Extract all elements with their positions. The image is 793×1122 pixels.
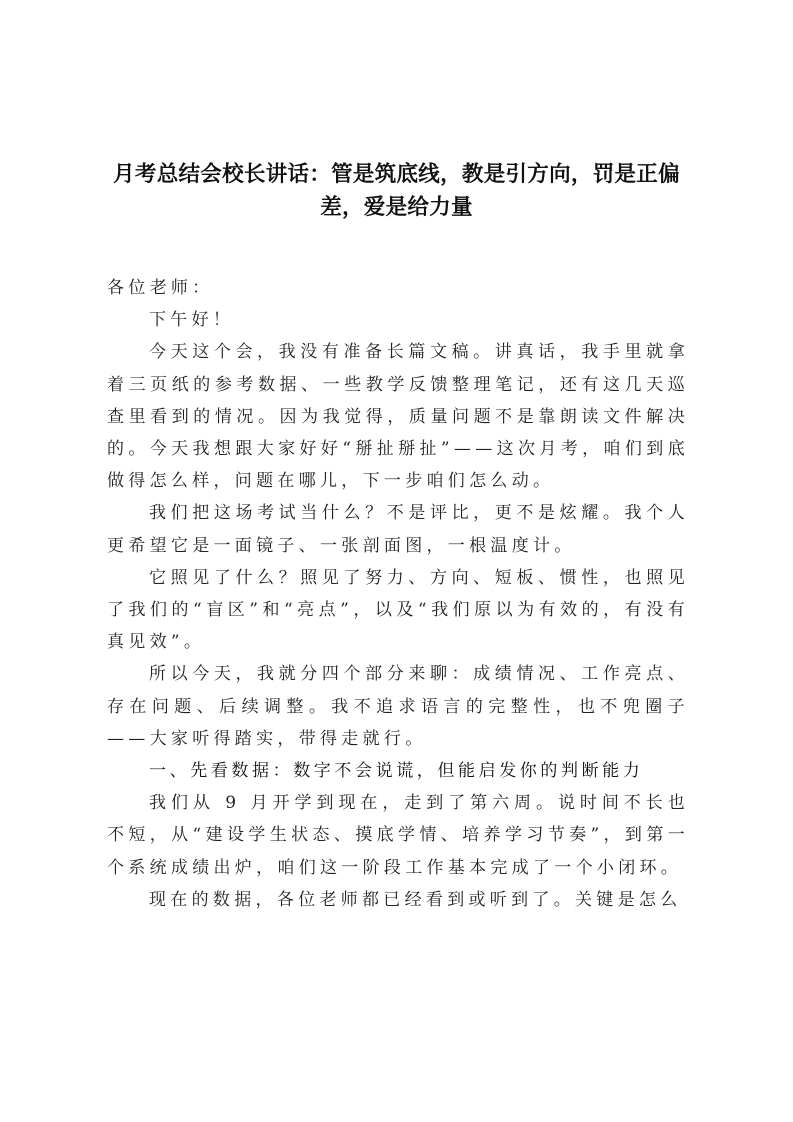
section-heading-1: 一、先看数据：数字不会说谎，但能启发你的判断能力 (149, 761, 644, 782)
paragraph-timeline: 我们从 9 月开学到现在，走到了第六周。说时间不长也不短，从“建设学生状态、摸底学情、培养学习节奏”，到第一个系统成绩出炉，咱们这一阶段工作基本完成了一个小闭环。 (107, 793, 689, 878)
salutation: 各位老师： (107, 278, 214, 298)
paragraph-reflection: 它照见了什么？照见了努力、方向、短板、惯性，也照见了我们的“盲区”和“亮点”，以及“我们原以为有效的，有没有真见效”。 (107, 567, 689, 653)
paragraph-data-intro: 现在的数据，各位老师都已经看到或听到了。关键是怎么 (149, 889, 682, 910)
paragraph-outline: 所以今天，我就分四个部分来聊：成绩情况、工作亮点、存在问题、后续调整。我不追求语言的完整性，也不兜圈子——大家听得踏实，带得走就行。 (107, 664, 689, 749)
document-title: 月考总结会校长讲话：管是筑底线，教是引方向，罚是正偏差，爱是给力量 (113, 162, 680, 220)
paragraph-greeting: 下午好！ (149, 310, 235, 331)
paragraph-intro: 今天这个会，我没有准备长篇文稿。讲真话，我手里就拿着三页纸的参考数据、一些教学反馈整理笔记，还有这几天巡查里看到的情况。因为我觉得，质量问题不是靠朗读文件解决的。今天我想跟大家好好“掰扯掰扯”——这次月考，咱们到底做得怎么样，问题在哪儿，下一步咱们怎么动。 (107, 342, 689, 492)
document-body (107, 272, 689, 916)
paragraph-exam-purpose: 我们把这场考试当什么？不是评比，更不是炫耀。我个人更希望它是一面镜子、一张剖面图，一根温度计。 (107, 503, 689, 556)
